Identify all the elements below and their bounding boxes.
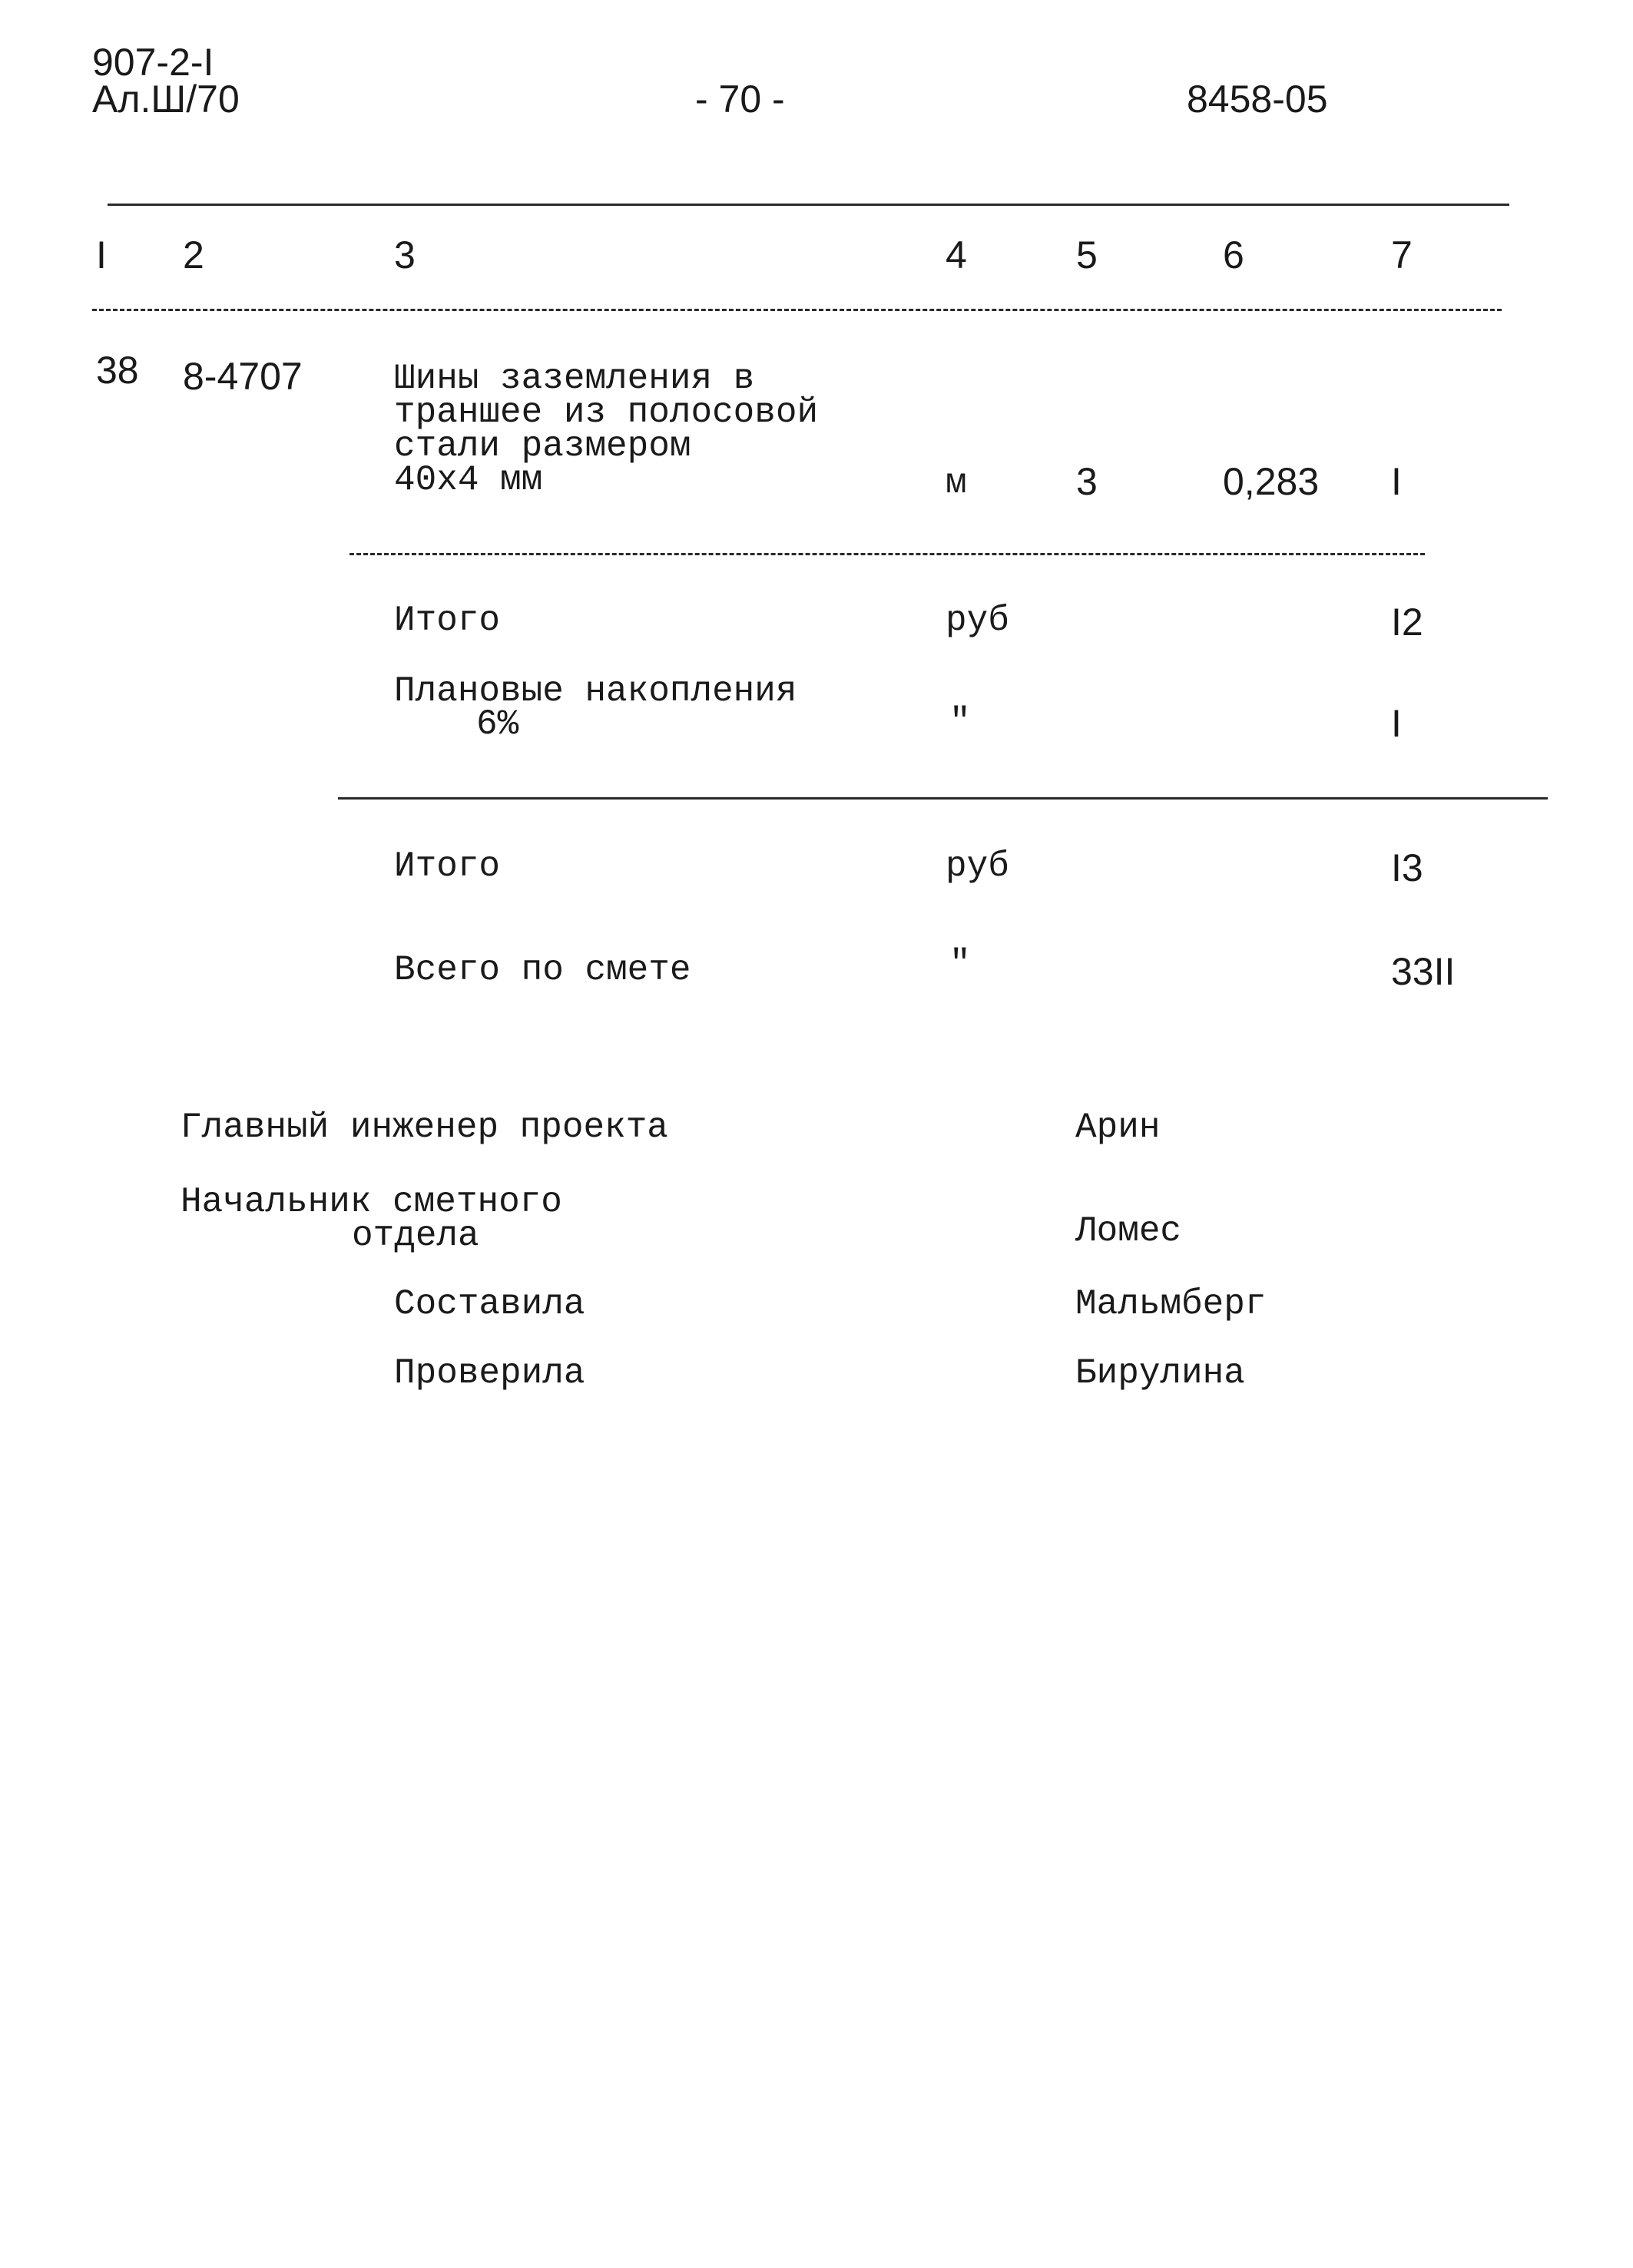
col-number-6: 6 [1223, 233, 1244, 276]
item-description-line1: Шины заземления в [394, 359, 755, 399]
total-label: Итого [394, 846, 501, 886]
item-description-line3: стали размером [394, 426, 691, 466]
grand-total-label: Всего по смете [394, 950, 691, 990]
total-value: I3 [1391, 846, 1423, 889]
signature-role-checked: Проверила [394, 1353, 585, 1393]
planned-savings-unit: " [949, 702, 971, 742]
item-rule [349, 553, 1425, 555]
planned-savings-percent: 6% [476, 704, 519, 744]
grand-total-value: 33II [1391, 950, 1456, 993]
doc-code-line2: Ал.Ш/70 [92, 78, 240, 121]
planned-savings-label: Плановые накопления [394, 671, 797, 711]
item-unit: м [946, 463, 967, 503]
col-number-4: 4 [946, 233, 967, 276]
subtotal-label: Итого [394, 601, 501, 641]
signature-role-compiled: Составила [394, 1284, 585, 1324]
subtotal-value: I2 [1391, 601, 1423, 644]
signature-name-estimate-head: Ломес [1075, 1211, 1182, 1251]
signature-name-chief-engineer: Арин [1075, 1108, 1161, 1147]
total-unit: руб [946, 846, 1009, 886]
signature-role-estimate-head-line1: Начальник сметного [181, 1182, 562, 1222]
doc-code-line1: 907-2-I [92, 41, 214, 84]
subtotal-unit: руб [946, 601, 1009, 641]
signature-role-estimate-head-line2: отдела [352, 1216, 479, 1256]
grand-total-unit: " [949, 944, 971, 984]
col-number-3: 3 [394, 233, 416, 276]
item-description-line4: 40х4 мм [394, 460, 543, 500]
doc-number: 8458-05 [1187, 78, 1328, 121]
col-number-1: I [96, 233, 107, 276]
table-top-rule [108, 204, 1509, 206]
page-number: - 70 - [695, 78, 785, 121]
signature-name-compiled: Мальмберг [1075, 1284, 1267, 1324]
item-unit-price: 0,283 [1223, 460, 1320, 503]
planned-savings-value: I [1391, 702, 1402, 745]
col-number-7: 7 [1391, 233, 1413, 276]
col-number-2: 2 [183, 233, 204, 276]
item-number: 38 [96, 349, 139, 392]
signature-name-checked: Бирулина [1075, 1353, 1245, 1393]
item-total: I [1391, 460, 1402, 503]
item-quantity: 3 [1076, 460, 1098, 503]
item-code: 8-4707 [183, 355, 303, 398]
header-rule [92, 309, 1502, 311]
summary-rule [338, 797, 1548, 800]
item-description-line2: траншее из полосовой [394, 392, 819, 432]
col-number-5: 5 [1076, 233, 1098, 276]
signature-role-chief-engineer: Главный инженер проекта [181, 1108, 668, 1147]
